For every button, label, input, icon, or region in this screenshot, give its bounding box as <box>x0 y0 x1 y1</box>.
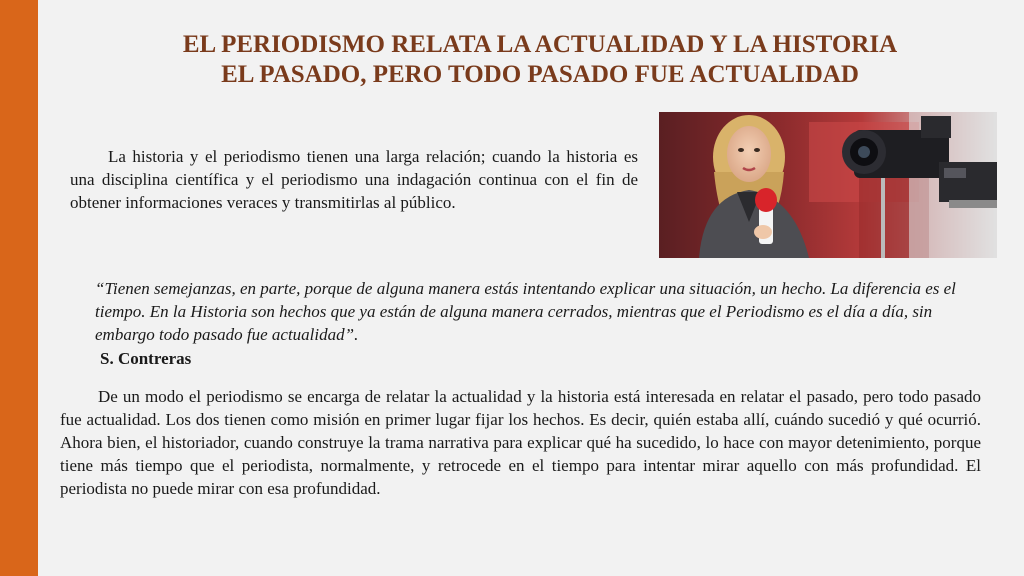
quote-text: “Tienen semejanzas, en parte, porque de alguna manera estás intentando explicar una situación, un hecho. La diferencia es el tiempo. En la Historia son hechos que ya están de alguna manera cerrados, mientras que el Periodismo es el día a día, sin embargo todo pasado fue actualidad”. <box>95 279 956 344</box>
quote-block <box>95 277 985 370</box>
reporter-photo <box>659 112 997 258</box>
page-title <box>110 30 970 90</box>
quote-author: S. Contreras <box>100 349 192 368</box>
title-line-1: EL PERIODISMO RELATA LA ACTUALIDAD Y LA HISTORIA <box>182 31 898 58</box>
accent-bar <box>0 0 38 576</box>
body-paragraph: De un modo el periodismo se encarga de relatar la actualidad y la historia está interesada en relatar el pasado, pero todo pasado fue actualidad. Los dos tienen como misión en primer lugar fijar los hechos. Es decir, quién estaba allí, cuándo sucedió y qué ocurrió. Ahora bien, el historiador, cuando construye la trama narrativa para explicar qué ha sucedido, lo hace con mayor detenimiento, porque tiene más tiempo que el periodista, normalmente, y retrocede en el tiempo para intentar mirar aquello con más profundidad. El periodista no puede mirar con esa profundidad. <box>60 387 981 498</box>
intro-paragraph: La historia y el periodismo tienen una larga relación; cuando la historia es una disciplina científica y el periodismo una indagación continua con el fin de obtener informaciones veraces y transmitirlas al público. <box>70 147 638 212</box>
title-line-2: EL PASADO, PERO TODO PASADO FUE ACTUALIDAD <box>221 61 859 88</box>
